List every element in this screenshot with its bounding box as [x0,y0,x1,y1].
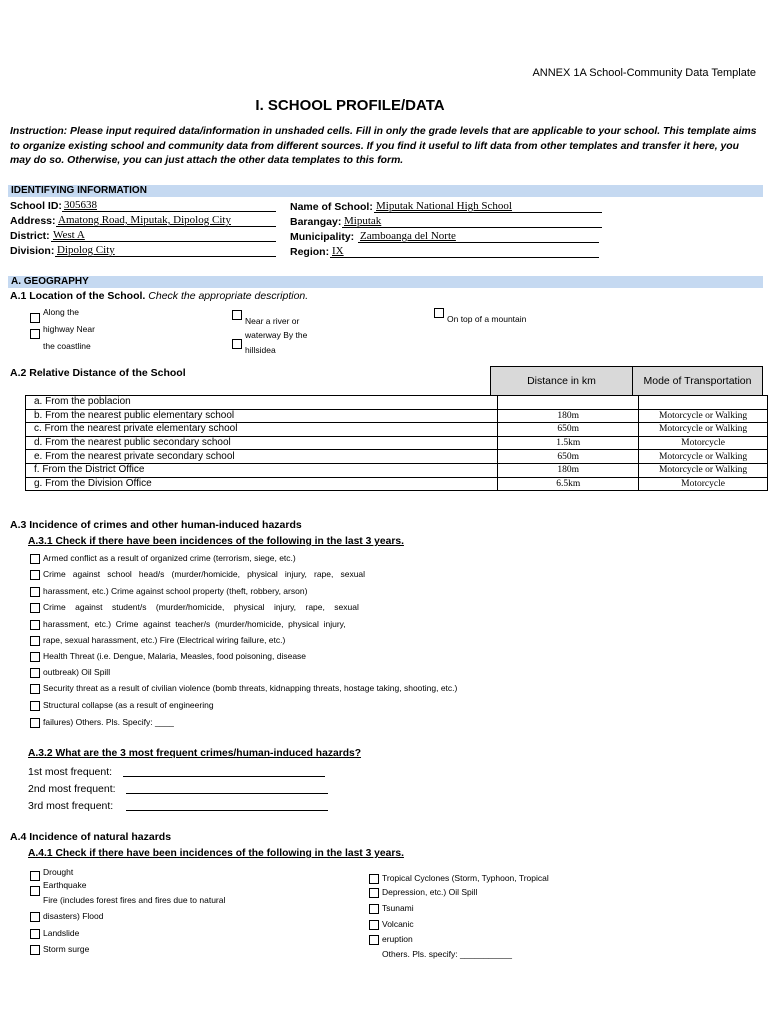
mode-cell[interactable]: Motorcycle or Walking [639,423,768,437]
checkbox-along-highway[interactable] [30,313,40,323]
hazard-checkbox[interactable] [30,620,40,630]
hazard-checkbox[interactable] [30,701,40,711]
freq2-label: 2nd most frequent: [28,783,116,795]
hazard-checkbox[interactable] [30,652,40,662]
school-name-underline [374,212,602,213]
distance-row [26,463,768,477]
distance-column-header: Distance in km [490,366,633,396]
address-label: Address: [10,215,56,227]
region-label: Region: [290,246,330,258]
loc-hillside: hillsidea [245,345,276,355]
distance-row [26,423,768,437]
distance-row [26,409,768,423]
hazard-checkbox[interactable] [30,603,40,613]
natural-hazard-label: Landslide [43,928,80,938]
division-underline [55,256,276,257]
hazard-checkbox[interactable] [30,554,40,564]
distance-cell[interactable]: 180m [498,463,639,477]
hazard-label: harassment, etc.) Crime against teacher/s (murder/homicide, physical injury, [43,619,346,629]
loc-highway: highway Near [43,324,95,334]
mode-cell[interactable]: Motorcycle or Walking [639,450,768,464]
loc-waterway: waterway By the [245,330,308,340]
natural-hazard-checkbox[interactable] [30,886,40,896]
natural-hazard-label: disasters) Flood [43,911,104,921]
region-underline [330,257,599,258]
a3-1-subtitle: A.3.1 Check if there have been incidences of the following in the last 3 years. [28,536,404,547]
natural-hazard-checkbox[interactable] [30,912,40,922]
region-field[interactable]: IX [332,245,344,257]
mode-cell[interactable]: Motorcycle or Walking [639,409,768,423]
municipality-field[interactable]: Zamboanga del Norte [360,230,456,242]
district-underline [51,241,276,242]
a1-title-text: A.1 Location of the School. [10,290,146,302]
distance-cell[interactable]: 180m [498,409,639,423]
school-id-label: School ID: [10,200,62,212]
a2-title: A.2 Relative Distance of the School [10,367,186,379]
natural-hazard-checkbox[interactable] [369,920,379,930]
distance-row-label: c. From the nearest private elementary school [26,423,498,437]
hazard-label: Security threat as a result of civilian violence (bomb threats, kidnapping threats, hostage taking, shooting, etc.) [43,683,458,693]
hazard-label: rape, sexual harassment, etc.) Fire (Electrical wiring failure, etc.) [43,635,286,645]
loc-along: Along the [43,307,79,317]
natural-hazard-label: Earthquake [43,880,87,890]
distance-row [26,396,768,410]
barangay-underline [342,227,602,228]
mode-cell[interactable]: Motorcycle [639,436,768,450]
natural-hazard-checkbox[interactable] [369,874,379,884]
school-id-underline [62,211,276,212]
natural-hazard-label: Depression, etc.) Oil Spill [382,887,478,897]
address-underline [56,226,276,227]
barangay-field[interactable]: Miputak [344,215,382,227]
a1-hint: Check the appropriate description. [148,290,309,302]
natural-hazard-label: Fire (includes forest fires and fires due to natural [43,895,226,905]
district-field[interactable]: West A [53,229,85,241]
a3-2-subtitle: A.3.2 What are the 3 most frequent crimes/human-induced hazards? [28,748,362,759]
municipality-underline [358,242,599,243]
a3-title: A.3 Incidence of crimes and other human-induced hazards [10,519,302,531]
mode-column-header: Mode of Transportation [632,366,763,396]
distance-cell[interactable]: 1.5km [498,436,639,450]
hazard-checkbox[interactable] [30,684,40,694]
distance-cell[interactable]: 650m [498,450,639,464]
natural-hazard-checkbox[interactable] [30,871,40,881]
division-label: Division: [10,245,55,257]
distance-row [26,477,768,491]
school-name-field[interactable]: Miputak National High School [376,200,512,212]
hazard-label: Crime against school head/s (murder/homicide, physical injury, rape, sexual [43,569,366,579]
instruction-text: Instruction: Please input required data/information in unshaded cells. Fill in only the grade levels that are applicable to your school. This template aims to organize existing school and community data from different sources. If you find it useful to lift data from other templates and transfer it here, you may do so. Otherwise, you can just attach the other data templates to this form. [10,126,757,166]
loc-mountain: On top of a mountain [447,314,527,324]
freq3-field[interactable] [126,810,328,811]
freq3-label: 3rd most frequent: [28,800,114,812]
natural-hazard-label: eruption [382,934,413,944]
distance-row-label: d. From the nearest public secondary school [26,436,498,450]
distance-cell[interactable]: 650m [498,423,639,437]
distance-row-label: e. From the nearest private secondary school [26,450,498,464]
distance-row [26,436,768,450]
a1-title [10,290,308,302]
distance-row-label: f. From the District Office [26,463,498,477]
a4-title: A.4 Incidence of natural hazards [10,831,172,843]
freq1-label: 1st most frequent: [28,766,113,778]
hazard-label: Health Threat (i.e. Dengue, Malaria, Measles, food poisoning, disease [43,651,307,661]
hazard-checkbox[interactable] [30,587,40,597]
natural-hazard-label: Storm surge [43,944,90,954]
division-field[interactable]: Dipolog City [57,244,115,256]
address-field[interactable]: Amatong Road, Miputak, Dipolog City [58,214,231,226]
hazard-checkbox[interactable] [30,668,40,678]
checkbox-mountain[interactable] [434,308,444,318]
checkbox-near-river[interactable] [232,310,242,320]
distance-row [26,450,768,464]
natural-hazard-checkbox[interactable] [369,904,379,914]
distance-table [25,395,768,491]
mode-cell[interactable] [639,396,768,410]
page-title: I. SCHOOL PROFILE/DATA [255,97,445,114]
freq2-field[interactable] [126,793,328,794]
hazard-label: outbreak) Oil Spill [43,667,111,677]
district-label: District: [10,230,50,242]
natural-hazard-checkbox[interactable] [369,888,379,898]
distance-cell[interactable] [498,396,639,410]
natural-hazard-label: Volcanic [382,919,414,929]
geography-header: A. GEOGRAPHY [8,276,763,288]
hazard-checkbox[interactable] [30,636,40,646]
natural-hazard-label: Tsunami [382,903,414,913]
barangay-label: Barangay: [290,216,342,228]
checkbox-near-coastline[interactable] [30,329,40,339]
annex-label: ANNEX 1A School-Community Data Template [532,67,756,79]
school-name-label: Name of School: [290,201,373,213]
identifying-header: IDENTIFYING INFORMATION [8,185,763,197]
hazard-label: Structural collapse (as a result of engineering [43,700,214,710]
school-id-field[interactable]: 305638 [64,199,97,211]
freq1-field[interactable] [123,776,325,777]
a4-others: Others. Pls. specify: ___________ [382,949,512,959]
natural-hazard-checkbox[interactable] [30,929,40,939]
distance-row-label: g. From the Division Office [26,477,498,491]
mode-cell[interactable]: Motorcycle or Walking [639,463,768,477]
natural-hazard-label: Drought [43,867,74,877]
natural-hazard-checkbox[interactable] [30,945,40,955]
mode-cell[interactable]: Motorcycle [639,477,768,491]
hazard-label: Crime against student/s (murder/homicide, physical injury, rape, sexual [43,602,359,612]
distance-row-label: a. From the poblacion [26,396,498,410]
hazard-label: harassment, etc.) Crime against school property (theft, robbery, arson) [43,586,308,596]
loc-near-river: Near a river or [245,316,300,326]
loc-coastline: the coastline [43,341,91,351]
hazard-label: Armed conflict as a result of organized crime (terrorism, siege, etc.) [43,553,296,563]
checkbox-hillside[interactable] [232,339,242,349]
distance-row-label: b. From the nearest public elementary school [26,409,498,423]
hazard-label: failures) Others. Pls. Specify: ____ [43,717,174,727]
distance-cell[interactable]: 6.5km [498,477,639,491]
natural-hazard-checkbox[interactable] [369,935,379,945]
hazard-checkbox[interactable] [30,718,40,728]
natural-hazard-label: Tropical Cyclones (Storm, Typhoon, Tropical [382,873,549,883]
hazard-checkbox[interactable] [30,570,40,580]
a4-1-subtitle: A.4.1 Check if there have been incidences of the following in the last 3 years. [28,848,404,859]
municipality-label: Municipality: [290,231,355,243]
